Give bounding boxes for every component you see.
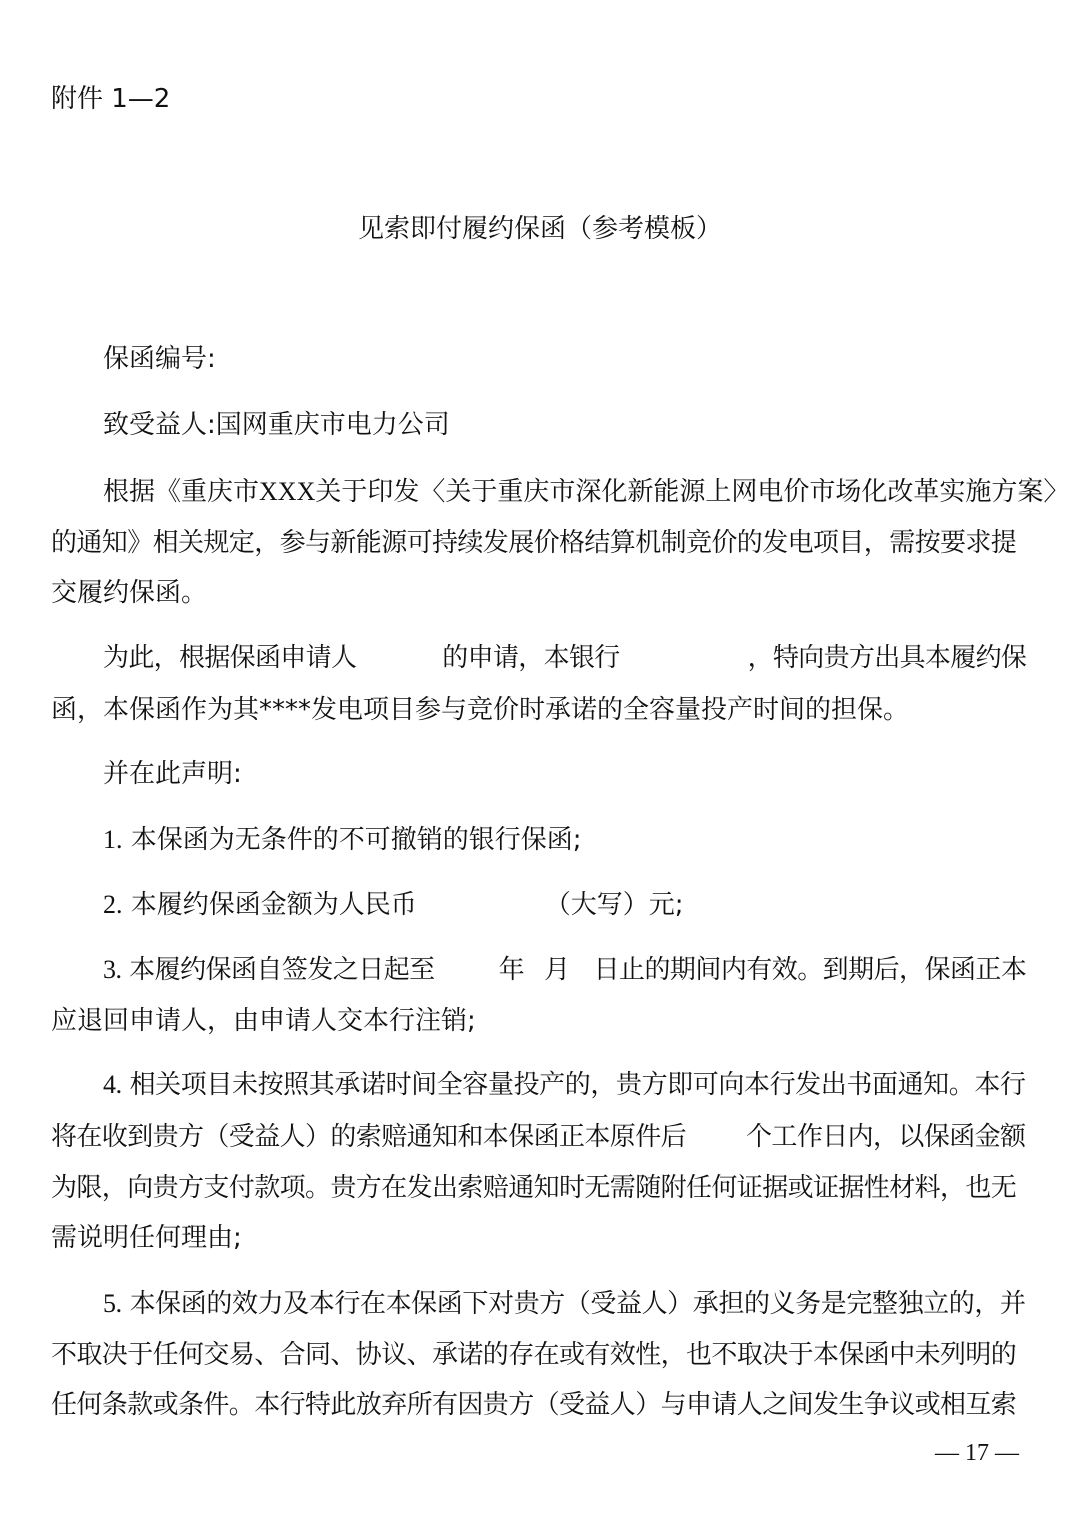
clause-number: 2. xyxy=(103,890,123,919)
document-title: 见索即付履约保函（参考模板） xyxy=(357,214,722,244)
declaration-intro: 并在此声明: xyxy=(103,759,242,789)
beneficiary-name: 国网重庆市电力公司 xyxy=(215,410,450,440)
clause-5-line-3: 任何条款或条件。本行特此放弃所有因贵方（受益人）与申请人之间发生争议或相互索 xyxy=(51,1390,1017,1420)
clause-4-line-4: 需说明任何理由; xyxy=(51,1223,242,1253)
applicant-paragraph-line-1: 为此，根据保函申请人 的申请，本银行 ，特向贵方出具本履约保 xyxy=(103,643,1027,673)
basis-paragraph-line-2: 的通知》相关规定，参与新能源可持续发展价格结算机制竞价的发电项目，需按要求提 xyxy=(51,528,1017,558)
clause-4-line-2: 将在收到贵方（受益人）的索赔通知和本保函正本原件后 个工作日内，以保函金额 xyxy=(51,1122,1026,1152)
guarantee-number-label: 保函编号: xyxy=(103,344,216,374)
clause-2: 2. 本履约保函金额为人民币 （大写）元; xyxy=(103,890,684,920)
clause-4-line-3: 为限，向贵方支付款项。贵方在发出索赔通知时无需随附任何证据或证据性材料，也无 xyxy=(51,1173,1017,1203)
clause-3-line-2: 应退回申请人，由申请人交本行注销; xyxy=(51,1006,476,1036)
clause-number: 1. xyxy=(103,825,123,854)
applicant-paragraph-line-2: 函，本保函作为其****发电项目参与竞价时承诺的全容量投产时间的担保。 xyxy=(51,695,910,725)
attachment-label: 附件 1—2 xyxy=(51,84,171,114)
clause-4-line-1: 4. 相关项目未按照其承诺时间全容量投产的，贵方即可向本行发出书面通知。本行 xyxy=(103,1070,1026,1100)
clause-5-line-1: 5. 本保函的效力及本行在本保函下对贵方（受益人）承担的义务是完整独立的，并 xyxy=(103,1289,1026,1319)
beneficiary-line xyxy=(103,408,450,442)
beneficiary-label: 致受益人: xyxy=(103,410,216,440)
clause-number: 5. xyxy=(103,1289,122,1318)
basis-paragraph-line-3: 交履约保函。 xyxy=(51,578,208,608)
clause-number: 4. xyxy=(103,1070,122,1099)
clause-1: 1. 本保函为无条件的不可撤销的银行保函; xyxy=(103,825,582,855)
clause-3-line-1: 3. 本履约保函自签发之日起至 年 月 日止的期间内有效。到期后，保函正本 xyxy=(103,955,1027,985)
clause-5-line-2: 不取决于任何交易、合同、协议、承诺的存在或有效性，也不取决于本保函中未列明的 xyxy=(51,1340,1017,1370)
page-number: — 17 — xyxy=(935,1440,1019,1466)
basis-paragraph-line-1: 根据《重庆市 XXX 关于印发〈关于重庆市深化新能源上网电价市场化改革实施方案〉 xyxy=(103,477,1070,507)
clause-number: 3. xyxy=(103,955,122,984)
